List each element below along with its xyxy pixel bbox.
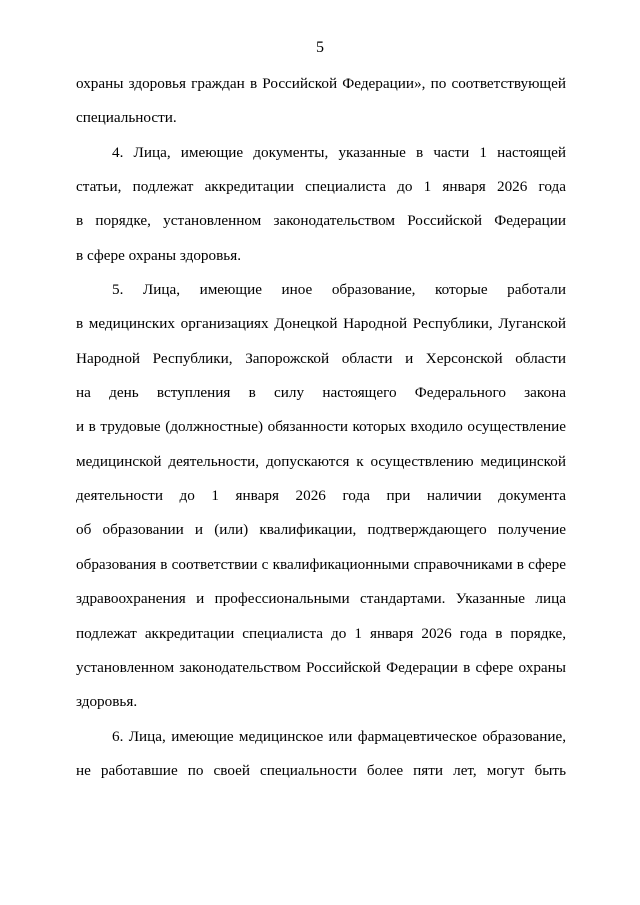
paragraph-6-first-line: 6. Лица, имеющие медицинское или фармацевтическое образование, — [112, 727, 566, 745]
paragraph-4-first-line: 4. Лица, имеющие документы, указанные в части 1 настоящей — [112, 143, 566, 161]
text-line: в порядке, установленном законодательством Российской Федерации — [76, 212, 566, 230]
text-line: Народной Республики, Запорожской области и Херсонской области — [76, 349, 566, 367]
text-line: здравоохранения и профессиональными стандартами. Указанные лица — [76, 590, 566, 608]
text-line: деятельности до 1 января 2026 года при наличии документа — [76, 487, 566, 505]
text-line: специальности. — [76, 109, 177, 127]
text-line: в сфере охраны здоровья. — [76, 246, 241, 264]
text-line: об образовании и (или) квалификации, подтверждающего получение — [76, 521, 566, 539]
text-line: медицинской деятельности, допускаются к осуществлению медицинской — [76, 452, 566, 470]
text-line: статьи, подлежат аккредитации специалиста до 1 января 2026 года — [76, 178, 566, 196]
text-line: установленном законодательством Российской Федерации в сфере охраны — [76, 658, 566, 676]
text-line: подлежат аккредитации специалиста до 1 января 2026 года в порядке, — [76, 624, 566, 642]
paragraph-5-first-line: 5. Лица, имеющие иное образование, которые работали — [112, 281, 566, 299]
text-line: не работавшие по своей специальности более пяти лет, могут быть — [76, 761, 566, 779]
text-line: и в трудовые (должностные) обязанности которых входило осуществление — [76, 418, 566, 436]
text-line: на день вступления в силу настоящего Федерального закона — [76, 384, 566, 402]
page-number: 5 — [316, 39, 324, 56]
text-line: в медицинских организациях Донецкой Народной Республики, Луганской — [76, 315, 566, 333]
document-body — [76, 74, 566, 795]
text-line: охраны здоровья граждан в Российской Федерации», по соответствующей — [76, 75, 566, 92]
text-line: здоровья. — [76, 693, 138, 711]
text-line: образования в соответствии с квалификационными справочниками в сфере — [76, 555, 566, 573]
